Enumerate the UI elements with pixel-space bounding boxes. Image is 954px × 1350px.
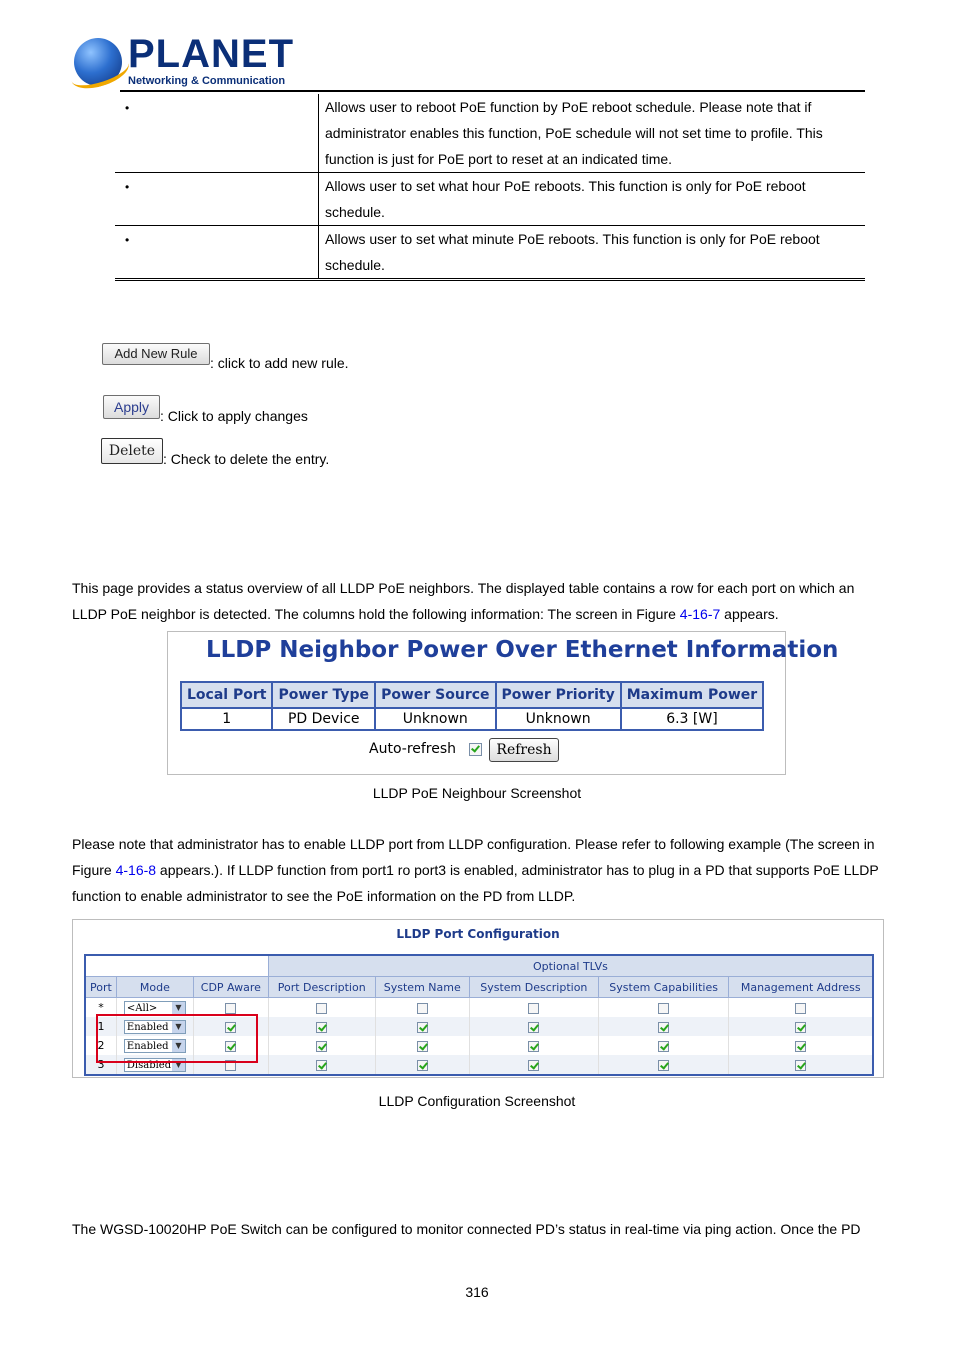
management-address-checkbox[interactable]	[795, 1022, 806, 1033]
system-capabilities-checkbox[interactable]	[658, 1022, 669, 1033]
management-address-checkbox[interactable]	[795, 1060, 806, 1071]
port-description-checkbox[interactable]	[316, 1022, 327, 1033]
figure2-caption: LLDP Configuration Screenshot	[378, 1093, 576, 1109]
ping-paragraph: The WGSD-10020HP PoE Switch can be configured to monitor connected PD’s status in real-time via ping action. Once the PD	[72, 1221, 861, 1237]
apply-button[interactable]: Apply	[103, 395, 160, 419]
system-name-checkbox[interactable]	[417, 1060, 428, 1071]
cell-port: *	[85, 998, 116, 1018]
port-description-checkbox[interactable]	[316, 1041, 327, 1052]
chevron-down-icon: ▼	[172, 1040, 185, 1052]
col-management-address: Management Address	[729, 977, 873, 998]
table-row	[115, 226, 865, 280]
figure1-caption: LLDP PoE Neighbour Screenshot	[372, 785, 582, 801]
col-mode: Mode	[116, 977, 193, 998]
col-power-priority: Power Priority	[496, 682, 621, 708]
col-system-name: System Name	[375, 977, 469, 998]
cell-local-port: 1	[181, 708, 272, 730]
figure-title: LLDP Neighbor Power Over Ethernet Information	[206, 637, 839, 663]
cell-port: 1	[85, 1017, 116, 1036]
bullet: •	[125, 180, 130, 194]
system-capabilities-checkbox[interactable]	[658, 1003, 669, 1014]
cdp-aware-checkbox[interactable]	[225, 1003, 236, 1014]
parameter-table	[115, 94, 865, 281]
col-system-capabilities: System Capabilities	[598, 977, 729, 998]
col-power-source: Power Source	[375, 682, 495, 708]
cell-maximum-power: 6.3 [W]	[666, 711, 718, 727]
port-description-checkbox[interactable]	[316, 1060, 327, 1071]
logo-tagline: Networking & Communication	[128, 75, 286, 87]
page-number: 316	[465, 1284, 489, 1300]
header-rule	[120, 90, 865, 92]
col-system-description: System Description	[469, 977, 598, 998]
port-description-checkbox[interactable]	[316, 1003, 327, 1014]
management-address-checkbox[interactable]	[795, 1041, 806, 1052]
figure-ref-link[interactable]: 4-16-7	[679, 606, 721, 622]
system-capabilities-checkbox[interactable]	[658, 1041, 669, 1052]
col-port-description: Port Description	[268, 977, 375, 998]
col-cdp-aware: CDP Aware	[193, 977, 268, 998]
chevron-down-icon: ▼	[172, 1002, 185, 1014]
system-name-checkbox[interactable]	[417, 1003, 428, 1014]
col-local-port: Local Port	[181, 682, 272, 708]
optional-tlvs-header: Optional TLVs	[268, 955, 873, 977]
apply-line	[103, 395, 308, 424]
delete-button[interactable]: Delete	[101, 438, 163, 464]
table-row	[115, 173, 865, 226]
chevron-down-icon: ▼	[172, 1059, 185, 1071]
system-name-checkbox[interactable]	[417, 1022, 428, 1033]
cell-port: 2	[85, 1036, 116, 1055]
logo-wordmark: PLANET	[128, 32, 294, 76]
cell-power-source: Unknown	[375, 708, 495, 730]
auto-refresh-control	[369, 741, 482, 757]
cell-port: 3	[85, 1055, 116, 1075]
param-description: Allows user to set what minute PoE reboots. This function is only for PoE reboot schedule.	[325, 231, 820, 273]
auto-refresh-checkbox[interactable]	[469, 743, 482, 756]
system-description-checkbox[interactable]	[528, 1022, 539, 1033]
management-address-checkbox[interactable]	[795, 1003, 806, 1014]
chevron-down-icon: ▼	[172, 1021, 185, 1033]
mode-select[interactable]: Enabled ▼	[124, 1020, 186, 1034]
mode-select[interactable]: Disabled ▼	[124, 1058, 186, 1072]
table-row	[115, 94, 865, 173]
auto-refresh-label: Auto-refresh	[369, 741, 457, 757]
lldp-note-paragraph: Please note that administrator has to enable LLDP port from LLDP configuration. Please refer to following example (The screen in Figure 4-16-8 appears.). If LLDP function from port1 ro port3 is enabled, administrator has to plug in a PD that supports PoE LLDP function to enable administrator to see the PoE information on the PD from LLDP.	[72, 836, 879, 904]
delete-desc: : Check to delete the entry.	[163, 451, 330, 467]
poe-neighbor-table	[180, 681, 764, 731]
delete-line	[101, 438, 330, 467]
add-new-rule-button[interactable]: Add New Rule	[102, 343, 210, 365]
mode-select[interactable]: <All> ▼	[124, 1001, 186, 1015]
bullet: •	[125, 233, 130, 247]
cell-power-type: PD Device	[272, 708, 375, 730]
system-description-checkbox[interactable]	[528, 1041, 539, 1052]
col-maximum-power: Maximum Power	[621, 682, 763, 708]
system-capabilities-checkbox[interactable]	[658, 1060, 669, 1071]
col-port: Port	[85, 977, 116, 998]
param-description: Allows user to set what hour PoE reboots. This function is only for PoE reboot schedule.	[325, 178, 806, 220]
col-power-type: Power Type	[272, 682, 375, 708]
bullet: •	[125, 101, 130, 115]
highlight-box	[96, 1014, 258, 1063]
cell-power-priority: Unknown	[496, 708, 621, 730]
mode-select[interactable]: Enabled ▼	[124, 1039, 186, 1053]
add-rule-desc: : click to add new rule.	[210, 355, 349, 371]
system-description-checkbox[interactable]	[528, 1060, 539, 1071]
apply-desc: : Click to apply changes	[160, 408, 308, 424]
figure-ref-link[interactable]: 4-16-8	[115, 862, 157, 878]
intro-paragraph: This page provides a status overview of all LLDP PoE neighbors. The displayed table contains a row for each port on which an LLDP PoE neighbor is detected. The columns hold the following information: The screen in Figure 4-16-7 appears.	[72, 580, 855, 622]
table-row	[181, 708, 763, 730]
system-description-checkbox[interactable]	[528, 1003, 539, 1014]
refresh-button[interactable]: Refresh	[489, 738, 559, 762]
param-description: Allows user to reboot PoE function by PoE reboot schedule. Please note that if administrator enables this function, PoE schedule will not set time to profile. This function is just for PoE port to reset at an indicated time.	[325, 99, 823, 167]
figure-title: LLDP Port Configuration	[396, 927, 560, 941]
add-rule-line	[102, 343, 349, 371]
system-name-checkbox[interactable]	[417, 1041, 428, 1052]
